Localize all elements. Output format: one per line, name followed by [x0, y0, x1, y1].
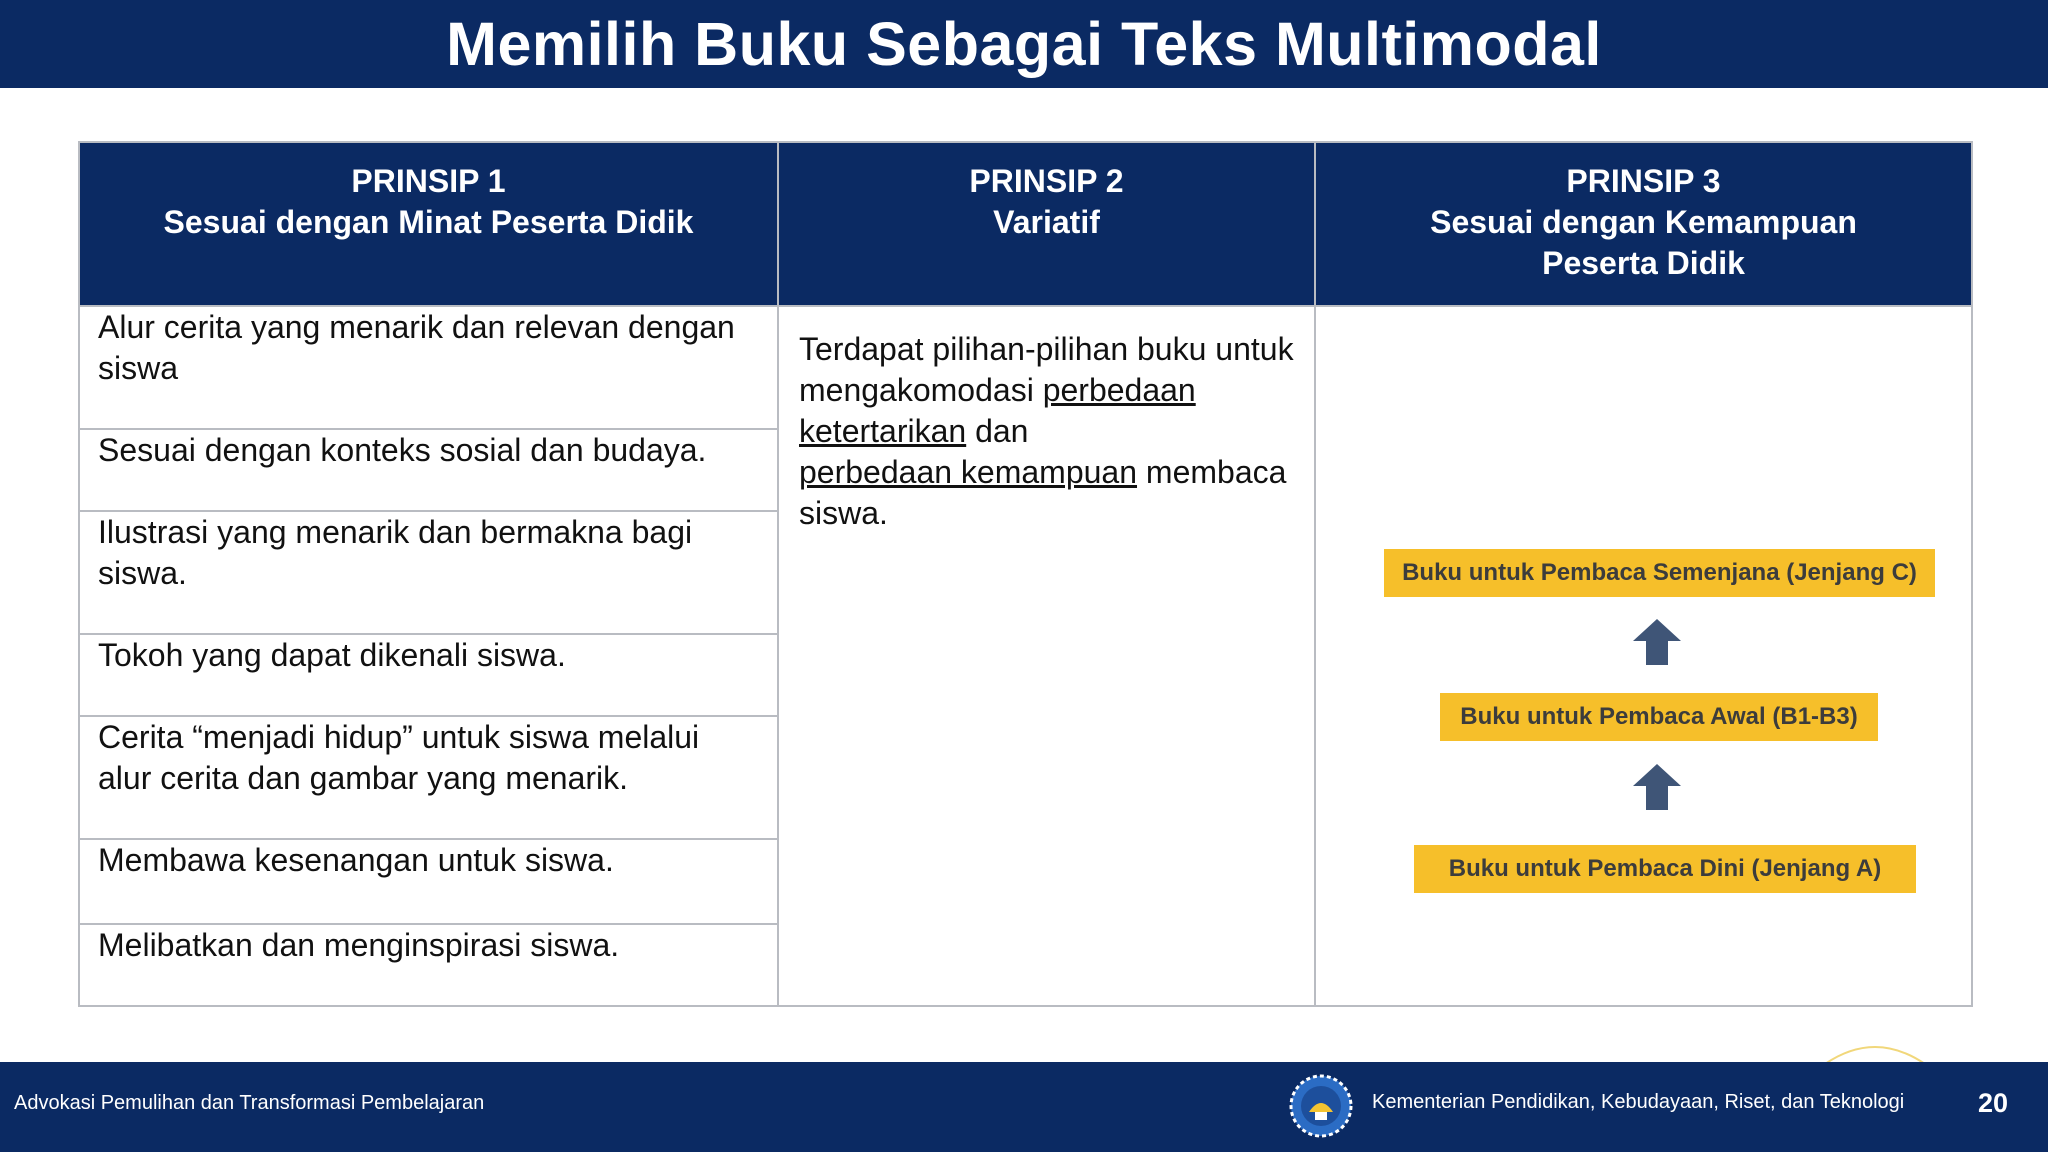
header-row — [79, 142, 1972, 306]
principle-2-title: Variatif — [993, 204, 1100, 240]
arrow-up-icon — [1631, 762, 1683, 812]
principle-1-item: Membawa kesenangan untuk siswa. — [79, 839, 778, 924]
footer-ministry-name: Kementerian Pendidikan, Kebudayaan, Riset, dan Teknologi — [1372, 1091, 1905, 1113]
principle-1-item: Melibatkan dan menginspirasi siswa. — [79, 924, 778, 1006]
reading-level-ladder — [1316, 307, 1971, 1005]
principle-3-title: Sesuai dengan Kemampuan Peserta Didik — [1430, 204, 1857, 281]
footer-program-name: Advokasi Pemulihan dan Transformasi Pembelajaran — [14, 1092, 485, 1114]
principle-1-number: PRINSIP 1 — [351, 163, 506, 199]
level-top: Buku untuk Pembaca Semenjana (Jenjang C) — [1384, 549, 1935, 597]
principle-2-text-part: dan — [966, 413, 1029, 449]
principles-table — [78, 141, 1973, 1007]
principle-3-header — [1315, 142, 1972, 306]
principle-1-item: Alur cerita yang menarik dan relevan dengan siswa — [79, 306, 778, 429]
principle-2-cell — [778, 306, 1315, 1006]
principle-2-underline-ability: perbedaan kemampuan — [799, 454, 1138, 490]
principle-2-text-part: membaca siswa. — [799, 454, 1287, 531]
principle-3-cell — [1315, 306, 1972, 1006]
principle-1-title: Sesuai dengan Minat Peserta Didik — [163, 204, 694, 240]
footer-bar — [0, 1062, 2048, 1152]
principle-2-header — [778, 142, 1315, 306]
principle-2-text-part: Terdapat pilihan-pilihan buku untuk mengakomodasi — [799, 331, 1294, 408]
level-bottom: Buku untuk Pembaca Dini (Jenjang A) — [1414, 845, 1916, 893]
level-middle: Buku untuk Pembaca Awal (B1-B3) — [1440, 693, 1878, 741]
table-row — [79, 306, 1972, 429]
principle-1-header — [79, 142, 778, 306]
ministry-logo-icon — [1289, 1074, 1353, 1138]
principle-1-item: Cerita “menjadi hidup” untuk siswa melalui alur cerita dan gambar yang menarik. — [79, 716, 778, 839]
principle-1-item: Tokoh yang dapat dikenali siswa. — [79, 634, 778, 716]
principle-2-number: PRINSIP 2 — [969, 163, 1124, 199]
title-bar — [0, 0, 2048, 88]
page-number: 20 — [1978, 1088, 2009, 1118]
principle-3-number: PRINSIP 3 — [1566, 163, 1721, 199]
principle-1-item: Ilustrasi yang menarik dan bermakna bagi siswa. — [79, 511, 778, 634]
principle-2-underline-interest: perbedaan ketertarikan — [799, 372, 1196, 449]
principle-1-item: Sesuai dengan konteks sosial dan budaya. — [79, 429, 778, 511]
arrow-up-icon — [1631, 617, 1683, 667]
slide-title: Memilih Buku Sebagai Teks Multimodal — [446, 10, 1602, 78]
